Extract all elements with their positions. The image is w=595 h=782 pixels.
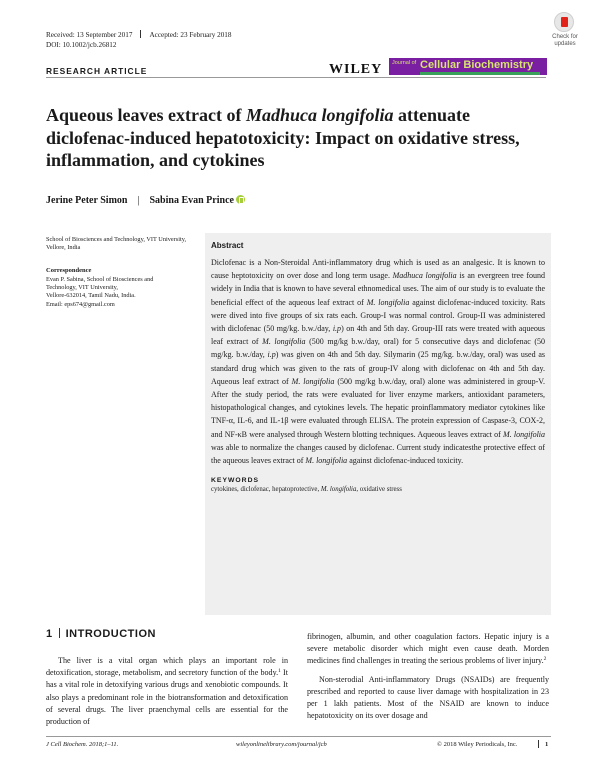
abstract-segment: Diclofenac is a Non-Steroidal Anti-inflammatory drug which is used as an analgesic. It is known to cause heptotoxicity on over dose and long term usage. xyxy=(211,258,545,281)
abstract-segment: (500 mg/kg b.w./day, oral) alone was administered in group-V. After the study period, the rats were evaluated for liver enzyme markers, antioxidant parameters, histopathological changes, and cytokines levels. The hepatic proinflammatory mediator cytokines like TNF-α, IL-6, and IL-1β were evaluated through ELISA. The protein expression of Caspase-3, COX-2, and NF-κB were analysed through Western blotting techniques. Aqueous leaves extract of xyxy=(211,376,546,439)
citation-ref[interactable]: 1 xyxy=(278,668,281,675)
abstract-species: M. longifolia xyxy=(366,297,410,307)
abstract-species: M. longifolia xyxy=(291,376,335,386)
abstract-species: i.p xyxy=(332,324,342,334)
meta-divider xyxy=(140,30,141,38)
affiliation: School of Biosciences and Technology, VIT University, Vellore, India xyxy=(46,236,187,252)
section-divider xyxy=(59,628,60,638)
author-name[interactable]: Jerine Peter Simon xyxy=(46,195,128,206)
section-number: 1 xyxy=(46,628,53,640)
correspondence-heading: Correspondence xyxy=(46,267,92,274)
journal-citation: J Cell Biochem. 2018;1–11. xyxy=(46,741,119,748)
section-heading xyxy=(46,628,156,640)
author-separator: | xyxy=(137,195,140,206)
keywords-species: M. longifolia xyxy=(320,486,357,494)
footer-divider xyxy=(538,740,539,748)
footer-rule xyxy=(46,736,551,737)
body-column-left xyxy=(46,655,288,728)
keywords-part: cytokines, diclofenac, hepatoprotective, xyxy=(211,486,321,494)
header-rule xyxy=(46,77,546,78)
article-type: RESEARCH ARTICLE xyxy=(46,66,148,76)
orcid-icon[interactable] xyxy=(236,195,245,204)
abstract-segment: ) was given on 4th and 5th day. Silymarin (25 mg/kg. b.w./day, oral) was used as standard drug which was given to the rats of group-IV along with diclofenac on 4th and 5th day. Aqueous leaf extract of xyxy=(211,350,545,386)
doi[interactable]: DOI: 10.1002/jcb.26812 xyxy=(46,41,117,49)
abstract-heading: Abstract xyxy=(211,241,244,250)
journal-prefix: Journal of xyxy=(392,60,417,66)
abstract-segment: is an evergreen tree found widely in India that is known to have several ethnomedical uses. The aim of our study is to evaluate the beneficial effect of the aqueous leaf extract of xyxy=(211,271,545,307)
abstract-species: M. longifolia xyxy=(305,456,348,466)
keywords-heading: KEYWORDS xyxy=(211,477,260,485)
article-title xyxy=(46,104,546,172)
abstract-segment: against diclofenac-induced toxicity. xyxy=(347,456,464,466)
bookmark-icon xyxy=(554,12,574,32)
abstract-segment: against diclofenac-induced toxicity. Rats were dived into five groups of six rats each. Group-I was normal control. Group-II was administered with diclofenac (50 mg/kg. b.w./day, xyxy=(211,297,545,334)
correspondence-details xyxy=(46,276,196,309)
publisher-logo: WILEY xyxy=(329,62,383,77)
author-name[interactable]: Sabina Evan Prince xyxy=(149,195,234,206)
author-list xyxy=(46,195,245,206)
abstract-segment: ) on 4th and 5th day. Group-III rats were treated with aqueous leaf extract of xyxy=(211,324,545,347)
section-title: INTRODUCTION xyxy=(65,628,156,640)
journal-url[interactable]: wileyonlinelibrary.com/journal/jcb xyxy=(236,741,327,748)
correspondence-line: Technology, VIT University, xyxy=(46,284,118,292)
body-text: fibrinogen, albumin, and other coagulation factors. Hepatic injury is a severe metabolic disorder which might even cause death. Morden medicines find challenges in treating the serious problems of liver injury. xyxy=(307,632,549,666)
citation-ref[interactable]: 2 xyxy=(543,656,547,663)
correspondence-email[interactable]: Email: eps674@gmail.com xyxy=(46,300,115,308)
journal-name: Cellular Biochemistry xyxy=(420,59,534,71)
abstract-species: i.p xyxy=(267,350,276,360)
body-paragraph: Non-sterodial Anti-inflammatory Drugs (NSAIDs) are frequently prescribed and reported to cause liver damage with hospitalization in 23 per 1 lakh patients. Most of the NSAID are known to induce hepatotoxicity on its over dosage and xyxy=(307,674,549,721)
received-date: Received: 13 September 2017 xyxy=(46,31,133,39)
body-text: It has a vital role in detoxifying various drugs and xenobiotic compounds. It also plays a predominant role in the biotransformation and detoxification of several drugs. The liver praenchymal cells are essential for the production of xyxy=(46,668,289,727)
abstract-species: M. longifolia xyxy=(503,429,546,439)
abstract-species: Madhuca longifolia xyxy=(392,271,457,281)
page-number: 1 xyxy=(545,741,549,748)
journal-logo xyxy=(389,58,547,75)
abstract-segment: was able to normalize the changes caused by diclofenac. Current study indicatesthe protective effect of the aqueous leaves extract of xyxy=(211,442,545,466)
title-text-2: attenuate diclofenac-induced hepatotoxicity: Impact on oxidative stress, inflammation, and cytokines xyxy=(46,105,520,170)
abstract-text xyxy=(211,256,545,467)
copyright: © 2018 Wiley Periodicals, Inc. xyxy=(437,741,518,748)
keywords-text xyxy=(211,486,545,493)
body-paragraph xyxy=(46,655,288,728)
check-for-updates-badge[interactable] xyxy=(545,12,585,52)
correspondence-line: Evan P. Sabina, School of Biosciences and xyxy=(46,276,154,283)
correspondence-line: Vellore-632014, Tamil Nadu, India. xyxy=(46,292,136,300)
abstract-box xyxy=(205,233,551,615)
received-accepted-line xyxy=(46,30,231,40)
body-column-right xyxy=(307,631,549,722)
journal-logo-stripe xyxy=(420,72,540,75)
title-text-1: Aqueous leaves extract of xyxy=(46,105,246,125)
title-species: Madhuca longifolia xyxy=(245,105,394,125)
abstract-species: M. longifolia xyxy=(262,337,306,347)
check-for-updates-label: Check for updates xyxy=(552,34,578,47)
body-paragraph xyxy=(307,631,549,668)
accepted-date: Accepted: 23 February 2018 xyxy=(149,31,232,39)
abstract-segment: (500 mg/kg b.w./day, oral) for 5 consecutive days and diclofenac (50 mg/kg. b.w./day, xyxy=(211,337,545,360)
keywords-part: , oxidative stress xyxy=(356,486,402,494)
body-text: The liver is a vital organ which plays an important role in detoxification, storage, metabolism, and secretory function of the body. xyxy=(46,656,288,678)
